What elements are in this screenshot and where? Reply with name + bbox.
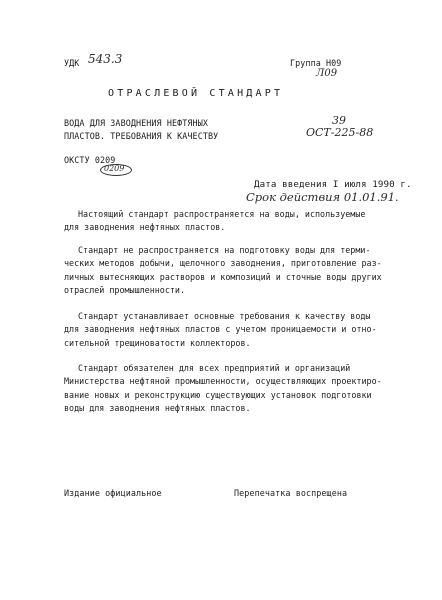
paragraph-4-line-3: вание новых и реконструкцию существующих установок подготовки: [64, 389, 372, 400]
paragraph-4: [64, 362, 382, 416]
okstu-label: ОКСТУ 0209: [64, 155, 116, 165]
paragraph-4-line-4: воды для заводнения нефтяных пластов.: [64, 403, 251, 414]
paragraph-2-line-3: личных вытесняющих растворов и композиций и сточные воды других: [64, 271, 382, 282]
validity-date-handwritten: Срок действия 01.01.91.: [246, 190, 399, 204]
standard-title: ОТРАСЛЕВОЙ СТАНДАРТ: [108, 88, 284, 99]
paragraph-3-line-2: для заводнения нефтяных пластов с учетом проницаемости и отно-: [64, 324, 377, 335]
paragraph-4-line-1: Стандарт обязателен для всех предприятий и организаций: [78, 363, 351, 373]
introduction-date: Дата введения I июля 1990 г.: [254, 179, 412, 190]
doc-title-line-2: ПЛАСТОВ. ТРЕБОВАНИЯ К КАЧЕСТВУ: [64, 131, 219, 141]
doc-title-line-1: ВОДА ДЛЯ ЗАВОДНЕНИЯ НЕФТЯНЫХ: [64, 118, 208, 128]
paragraph-4-line-2: Министерства нефтяной промышленности, осуществляющих проектиро-: [64, 376, 382, 387]
paragraph-2-line-4: отраслей промышленности.: [64, 285, 186, 296]
paragraph-2: [64, 244, 382, 298]
okstu-handwritten: 0209: [104, 164, 125, 173]
footer-reprint-prohibited: Перепечатка воспрещена: [234, 488, 348, 498]
udk-label: УДК: [64, 58, 80, 68]
paragraph-3: [64, 310, 377, 350]
paragraph-1: [64, 208, 365, 235]
paragraph-1-line-2: для заводнения нефтяных пластов.: [64, 222, 226, 233]
paragraph-2-line-1: Стандарт не распространяется на подготовку воды для терми-: [78, 245, 371, 255]
designation-code: ОСТ-225-88: [306, 126, 374, 139]
paragraph-3-line-3: сительной трещиноватости коллекторов.: [64, 337, 251, 348]
group-handwritten: Л09: [316, 68, 338, 79]
udk-handwritten: 543.3: [88, 52, 123, 66]
designation-number: 39: [332, 114, 346, 127]
paragraph-1-line-1: Настоящий стандарт распространяется на воды, используемые: [78, 209, 366, 219]
group-label: Группа Н09: [290, 58, 342, 68]
paragraph-2-line-2: ческих методов добычи, щелочного заводнения, приготовление раз-: [64, 258, 382, 269]
footer-official-edition: Издание официальное: [64, 488, 162, 498]
paragraph-3-line-1: Стандарт устанавливает основные требования к качеству воды: [78, 311, 371, 321]
